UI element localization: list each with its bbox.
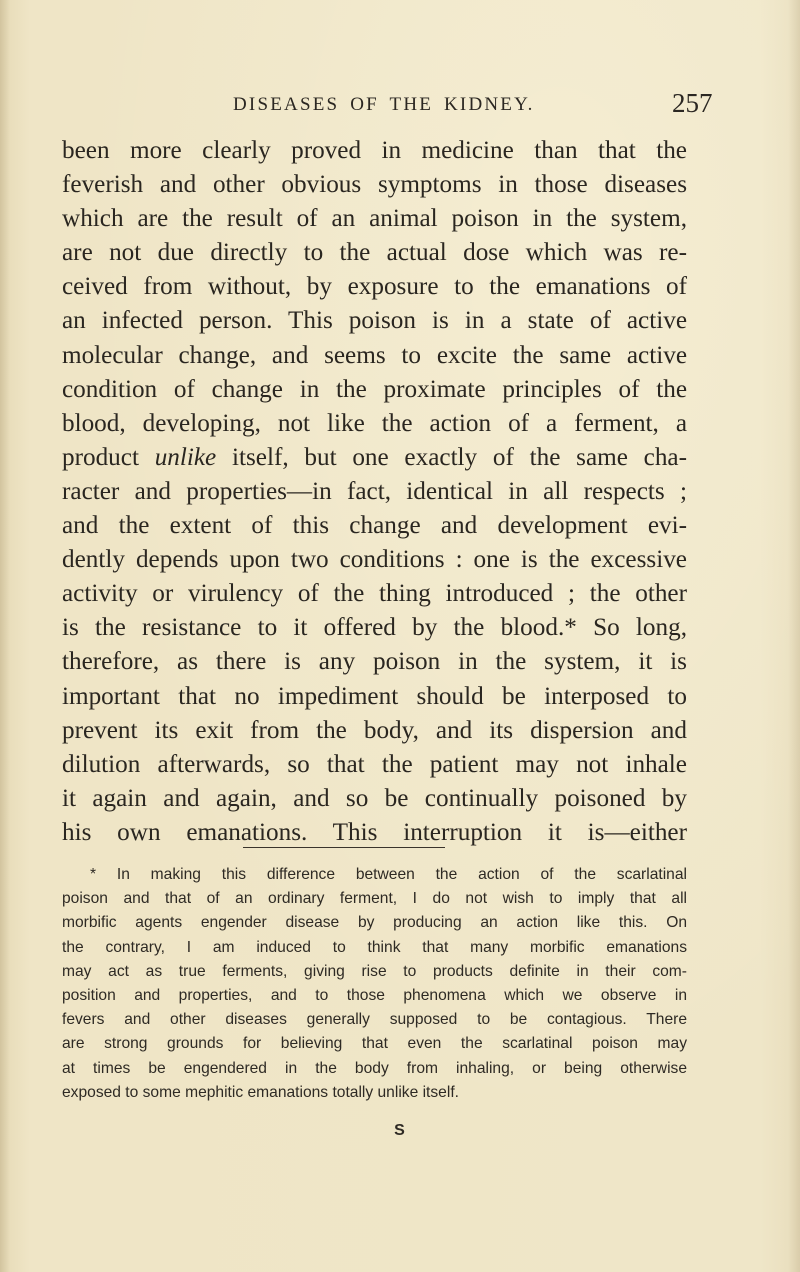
text-line: prevent its exit from the body, and its dispersion and xyxy=(62,716,687,744)
italic-word: unlike xyxy=(154,443,217,471)
text-line-with-italic xyxy=(62,441,687,475)
text-line: feverish and other obvious symptoms in those diseases xyxy=(62,171,687,199)
text-line: molecular change, and seems to excite the same active xyxy=(62,341,687,369)
text-line: an infected person. This poison is in a state of active xyxy=(62,307,687,335)
running-title: DISEASES OF THE KIDNEY. xyxy=(233,94,535,115)
text-line: is the resistance to it offered by the blood.* So long, xyxy=(62,614,687,642)
body-text xyxy=(62,134,687,850)
text-line: dently depends upon two conditions : one is the excessive xyxy=(62,546,687,574)
footnote-line: * In making this difference between the action of the scarlatinal xyxy=(90,866,687,883)
footnote-line: may act as true ferments, giving rise to products definite in their com- xyxy=(62,962,687,980)
footnote-line: the contrary, I am induced to think that many morbific emanations xyxy=(62,938,687,956)
text-line: blood, developing, not like the action of a ferment, a xyxy=(62,409,687,437)
text-line: and the extent of this change and development evi- xyxy=(62,512,687,540)
text-line: his own emanations. This interruption it is—either xyxy=(62,818,687,846)
text-line: ceived from without, by exposure to the emanations of xyxy=(62,273,687,301)
text-line: it again and again, and so be continually poisoned by xyxy=(62,784,687,812)
text-line: condition of change in the proximate principles of the xyxy=(62,375,687,403)
footnote-rule xyxy=(243,847,445,848)
footnote-line: poison and that of an ordinary ferment, I do not wish to imply that all xyxy=(62,890,687,908)
text-line: activity or virulency of the thing introduced ; the other xyxy=(62,580,687,608)
footnote xyxy=(62,863,687,1105)
footnote-line: at times be engendered in the body from inhaling, or being otherwise xyxy=(62,1059,687,1077)
page-number: 257 xyxy=(672,88,713,118)
footnote-line: fevers and other diseases generally supposed to be contagious. There xyxy=(62,1011,687,1029)
text-segment: product xyxy=(62,443,155,471)
text-segment: itself, but one exactly of the same cha- xyxy=(216,443,687,471)
page-edge-shadow-left xyxy=(0,0,10,1272)
text-line: which are the result of an animal poison in the system, xyxy=(62,205,687,233)
footnote-line: morbific agents engender disease by producing an action like this. On xyxy=(62,914,687,932)
text-line: been more clearly proved in medicine than that the xyxy=(62,137,687,164)
footnote-line: position and properties, and to those phenomena which we observe in xyxy=(62,986,687,1004)
text-line: dilution afterwards, so that the patient may not inhale xyxy=(62,750,687,778)
text-line: important that no impediment should be interposed to xyxy=(62,682,687,710)
running-head xyxy=(0,88,800,124)
footnote-line: are strong grounds for believing that even the scarlatinal poison may xyxy=(62,1035,687,1053)
footnote-line: exposed to some mephitic emanations totally unlike itself. xyxy=(62,1083,459,1101)
page-edge-shadow-right xyxy=(788,0,800,1272)
text-line: are not due directly to the actual dose which was re- xyxy=(62,239,687,267)
signature-mark: S xyxy=(394,1122,406,1139)
text-line: racter and properties—in fact, identical in all respects ; xyxy=(62,477,687,505)
text-line: therefore, as there is any poison in the system, it is xyxy=(62,648,687,676)
